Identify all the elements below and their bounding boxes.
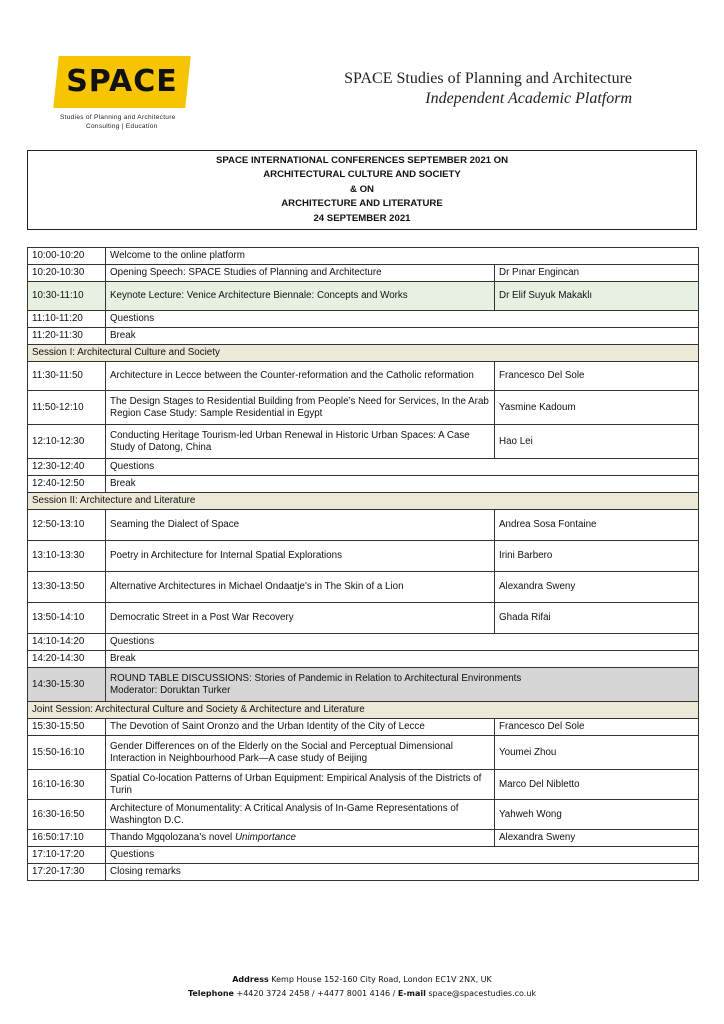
talk-title-cell (106, 459, 699, 476)
time-cell: 12:30-12:40 (28, 459, 106, 476)
talk-title: Democratic Street in a Post War Recovery (110, 612, 294, 623)
schedule-row (28, 634, 699, 651)
talk-title-cell (106, 328, 699, 345)
talk-title-cell (106, 572, 495, 603)
logo-wordmark: SPACE (66, 64, 178, 99)
schedule-row (28, 328, 699, 345)
talk-title: Poetry in Architecture for Internal Spatial Explorations (110, 550, 342, 561)
schedule-row (28, 668, 699, 702)
talk-title: Spatial Co-location Patterns of Urban Equipment: Empirical Analysis of the Districts of Turin (110, 772, 482, 796)
talk-title-italic: Unimportance (234, 832, 296, 843)
logo-tagline-2: Consulting | Education (86, 123, 158, 130)
session-label: Session I: Architectural Culture and Society (28, 345, 699, 362)
time-cell: 12:40-12:50 (28, 476, 106, 493)
talk-title: The Devotion of Saint Oronzo and the Urban Identity of the City of Lecce (110, 721, 425, 732)
schedule-row (28, 719, 699, 736)
schedule-row (28, 603, 699, 634)
schedule-row (28, 282, 699, 311)
talk-title-cell (106, 736, 495, 770)
title-line: & ON (350, 183, 374, 195)
talk-title-cell (106, 847, 699, 864)
time-cell: 10:30-11:10 (28, 282, 106, 311)
talk-title: Questions (110, 636, 155, 647)
talk-title-cell (106, 476, 699, 493)
talk-title: Alternative Architectures in Michael Ondaatje's in The Skin of a Lion (110, 581, 404, 592)
time-cell: 17:10-17:20 (28, 847, 106, 864)
talk-title: The Design Stages to Residential Building from People’s Need for Services, In the Arab Region Case Study: Sample Residential in Egypt (110, 395, 489, 419)
time-cell: 11:30-11:50 (28, 362, 106, 391)
schedule-row (28, 770, 699, 800)
time-cell: 14:10-14:20 (28, 634, 106, 651)
time-cell: 10:20-10:30 (28, 265, 106, 282)
schedule-row (28, 510, 699, 541)
time-cell: 12:50-13:10 (28, 510, 106, 541)
talk-title: Opening Speech: SPACE Studies of Planning and Architecture (110, 267, 382, 278)
schedule-row (28, 830, 699, 847)
talk-title-cell (106, 282, 495, 311)
title-line: ARCHITECTURE AND LITERATURE (281, 198, 443, 210)
talk-title: Break (110, 653, 136, 664)
time-cell: 10:00-10:20 (28, 248, 106, 265)
time-cell: 11:20-11:30 (28, 328, 106, 345)
address-label: Address (232, 975, 269, 984)
talk-title-cell (106, 770, 495, 800)
talk-title: Keynote Lecture: Venice Architecture Biennale: Concepts and Works (110, 290, 408, 301)
schedule-row (28, 391, 699, 425)
talk-title-cell (106, 311, 699, 328)
speaker-cell: Irini Barbero (495, 541, 699, 572)
talk-title: Conducting Heritage Tourism-led Urban Renewal in Historic Urban Spaces: A Case Study of Datong, China (110, 429, 470, 453)
address-text: Kemp House 152-160 City Road, London EC1V 2NX, UK (271, 975, 492, 984)
talk-title-cell (106, 800, 495, 830)
time-cell: 16:30-16:50 (28, 800, 106, 830)
talk-title: Seaming the Dialect of Space (110, 519, 240, 530)
speaker-cell: Youmei Zhou (495, 736, 699, 770)
talk-title: Gender Differences on of the Elderly on the Social and Perceptual Dimensional Interaction in Neighbourhood Park—A case study of Beijing (110, 740, 453, 764)
session-header-row (28, 493, 699, 510)
schedule-row (28, 651, 699, 668)
schedule-row (28, 476, 699, 493)
platform-subtitle: Independent Academic Platform (425, 90, 632, 107)
time-cell: 15:50-16:10 (28, 736, 106, 770)
talk-title: Closing remarks (110, 866, 181, 877)
speaker-cell: Alexandra Sweny (495, 572, 699, 603)
talk-title: Welcome to the online platform (110, 250, 245, 261)
title-line: 24 SEPTEMBER 2021 (313, 212, 411, 224)
talk-title-cell (106, 668, 699, 702)
schedule-row (28, 736, 699, 770)
schedule-row (28, 362, 699, 391)
talk-title-cell (106, 719, 495, 736)
talk-title-cell (106, 541, 495, 572)
talk-title-cell (106, 391, 495, 425)
speaker-cell: Andrea Sosa Fontaine (495, 510, 699, 541)
talk-title: Questions (110, 461, 155, 472)
talk-title-cell (106, 248, 699, 265)
talk-title-cell (106, 362, 495, 391)
talk-title-cell (106, 265, 495, 282)
schedule-row (28, 311, 699, 328)
speaker-cell: Hao Lei (495, 425, 699, 459)
telephone-text: +4420 3724 2458 / +4477 8001 4146 / (236, 989, 396, 998)
talk-title-cell (106, 864, 699, 881)
conference-title-box (27, 150, 697, 230)
speaker-cell: Francesco Del Sole (495, 719, 699, 736)
time-cell: 11:10-11:20 (28, 311, 106, 328)
schedule-row (28, 425, 699, 459)
schedule-row (28, 248, 699, 265)
speaker-cell: Yasmine Kadoum (495, 391, 699, 425)
talk-title-cell (106, 510, 495, 541)
time-cell: 16:50:17:10 (28, 830, 106, 847)
time-cell: 13:50-14:10 (28, 603, 106, 634)
email-label: E-mail (397, 989, 426, 998)
speaker-cell: Marco Del Nibletto (495, 770, 699, 800)
session-label: Session II: Architecture and Literature (28, 493, 699, 510)
schedule-row (28, 847, 699, 864)
time-cell: 13:10-13:30 (28, 541, 106, 572)
schedule-row (28, 265, 699, 282)
talk-title: Break (110, 478, 136, 489)
time-cell: 14:30-15:30 (28, 668, 106, 702)
footer-address (0, 975, 724, 984)
talk-title: Break (110, 330, 136, 341)
talk-title: Thando Mgqolozana's novel (110, 832, 235, 843)
footer-contact (0, 989, 724, 998)
time-cell: 17:20-17:30 (28, 864, 106, 881)
speaker-cell: Francesco Del Sole (495, 362, 699, 391)
talk-title: Questions (110, 313, 155, 324)
speaker-cell: Dr Pınar Engincan (495, 265, 699, 282)
title-line: SPACE INTERNATIONAL CONFERENCES SEPTEMBER 2021 ON (215, 154, 509, 166)
schedule-table (27, 247, 699, 881)
talk-title: ROUND TABLE DISCUSSIONS: Stories of Pandemic in Relation to Architectural Environments (110, 672, 522, 684)
session-header-row (28, 345, 699, 362)
talk-title-cell (106, 830, 495, 847)
telephone-label: Telephone (187, 989, 234, 998)
time-cell: 16:10-16:30 (28, 770, 106, 800)
talk-title: Architecture of Monumentality: A Critical Analysis of In-Game Representations of Washington D.C. (110, 802, 459, 826)
time-cell: 12:10-12:30 (28, 425, 106, 459)
time-cell: 15:30-15:50 (28, 719, 106, 736)
schedule-row (28, 572, 699, 603)
talk-title-cell (106, 651, 699, 668)
logo-tagline-1: Studies of Planning and Architecture (60, 114, 176, 121)
talk-title: Architecture in Lecce between the Counter-reformation and the Catholic reformation (110, 370, 474, 381)
schedule-row (28, 541, 699, 572)
talk-title-cell (106, 634, 699, 651)
moderator-line: Moderator: Doruktan Turker (110, 684, 231, 696)
time-cell: 14:20-14:30 (28, 651, 106, 668)
talk-title-cell (106, 425, 495, 459)
time-cell: 11:50-12:10 (28, 391, 106, 425)
time-cell: 13:30-13:50 (28, 572, 106, 603)
speaker-cell: Alexandra Sweny (495, 830, 699, 847)
schedule-row (28, 800, 699, 830)
email-text: space@spacestudies.co.uk (428, 989, 537, 998)
speaker-cell: Ghada Rifai (495, 603, 699, 634)
talk-title-cell (106, 603, 495, 634)
speaker-cell: Yahweh Wong (495, 800, 699, 830)
talk-title: Questions (110, 849, 155, 860)
title-line: ARCHITECTURAL CULTURE AND SOCIETY (263, 169, 461, 181)
schedule-row (28, 864, 699, 881)
schedule-row (28, 459, 699, 476)
session-header-row (28, 702, 699, 719)
session-label: Joint Session: Architectural Culture and Society & Architecture and Literature (28, 702, 699, 719)
platform-title: SPACE Studies of Planning and Architecture (344, 70, 632, 87)
speaker-cell: Dr Elif Suyuk Makaklı (495, 282, 699, 311)
space-logo (56, 56, 196, 136)
